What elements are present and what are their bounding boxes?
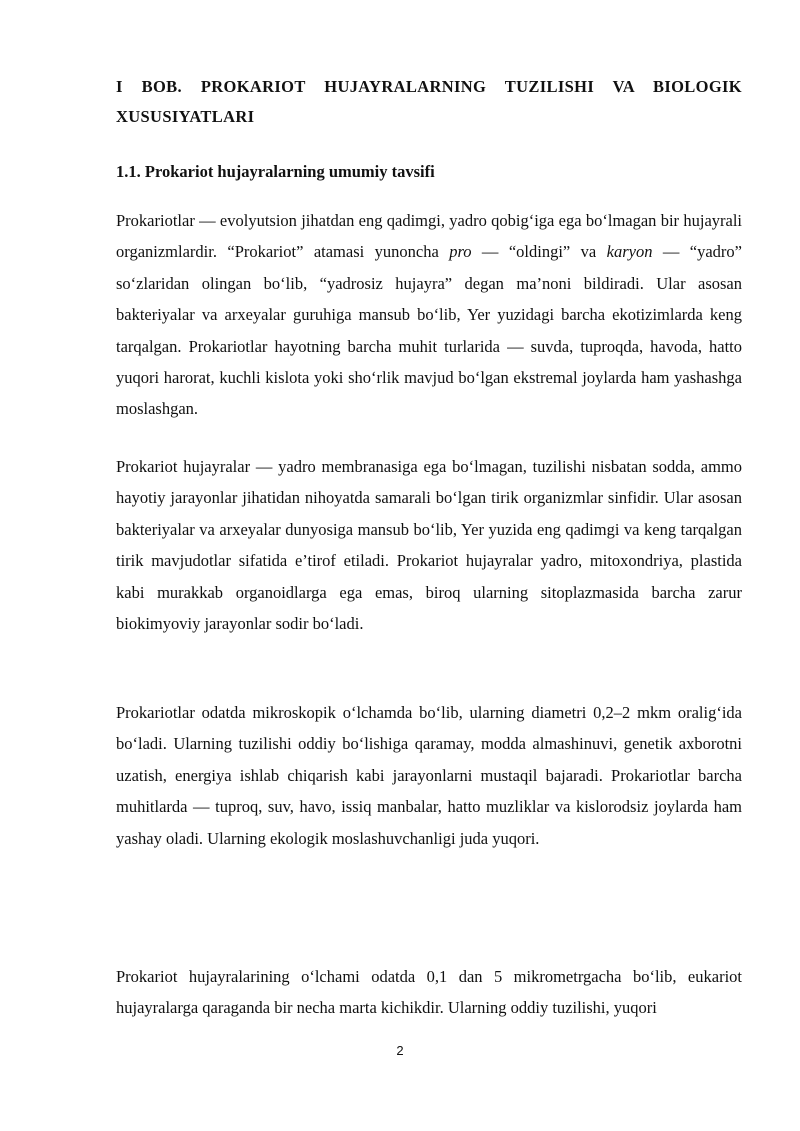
paragraph-text: — “yadro” so‘zlaridan olingan bo‘lib, “yadrosiz hujayra” degan ma’noni bildiradi. Ular asosan bakteriyalar va arxeyalar guruhiga mansub bo‘lib, Yer yuzidagi barcha ekotizimlarda keng tarqalgan. Prokariotlar hayotning barcha muhit turlarida — suvda, tuproqda, havoda, hatto yuqori harorat, kuchli kislota yoki sho‘rlik mavjud bo‘lgan ekstremal joylarda ham yashashga moslashgan. [116,242,743,419]
page-number: 2 [396,1043,404,1058]
paragraph-text: Prokariotlar — evolyutsion jihatdan eng qadimgi, yadro qobig‘iga ega bo‘lmagan bir hujayrali organizmlardir. “Prokariot” atamasi yunoncha [116,211,742,262]
paragraph [116,205,742,425]
italic-term: pro [449,242,472,262]
italic-term: karyon [606,242,653,262]
paragraph: Prokariot hujayralarining o‘lchami odatda 0,1 dan 5 mikrometrgacha bo‘lib, eukariot hujayralarga qaraganda bir necha marta kichikdir. Ularning oddiy tuzilishi, yuqori [116,967,742,1018]
paragraph-text: — “oldingi” va [471,242,607,262]
chapter-title: I BOB. PROKARIOT HUJAYRALARNING TUZILISHI VA BIOLOGIK XUSUSIYATLARI [116,77,742,126]
paragraph: Prokariot hujayralar — yadro membranasiga ega bo‘lmagan, tuzilishi nisbatan sodda, ammo hayotiy jarayonlar jihatidan nihoyatda samarali bo‘lgan tirik organizmlar sinfidir. Ular asosan bakteriyalar va arxeyalar dunyosiga mansub bo‘lib, Yer yuzida eng qadimgi va keng tarqalgan tirik mavjudotlar sifatida e’tirof etiladi. Prokariot hujayralar yadro, mitoxondriya, plastida kabi murakkab organoidlarga ega emas, biroq ularning sitoplazmasida barcha zarur biokimyoviy jarayonlar sodir bo‘ladi. [116,457,742,634]
section-title: 1.1. Prokariot hujayralarning umumiy tavsifi [116,162,435,181]
paragraph: Prokariotlar odatda mikroskopik o‘lchamda bo‘lib, ularning diametri 0,2–2 mkm oralig‘ida bo‘ladi. Ularning tuzilishi oddiy bo‘lishiga qaramay, modda almashinuvi, genetik axborotni uzatish, energiya ishlab chiqarish kabi jarayonlarni mustaqil bajaradi. Prokariotlar barcha muhitlarda — tuproq, suv, havo, issiq manbalar, hatto muzliklar va kislorodsiz joylarda ham yashay oladi. Ularning ekologik moslashuvchanligi juda yuqori. [116,703,742,848]
